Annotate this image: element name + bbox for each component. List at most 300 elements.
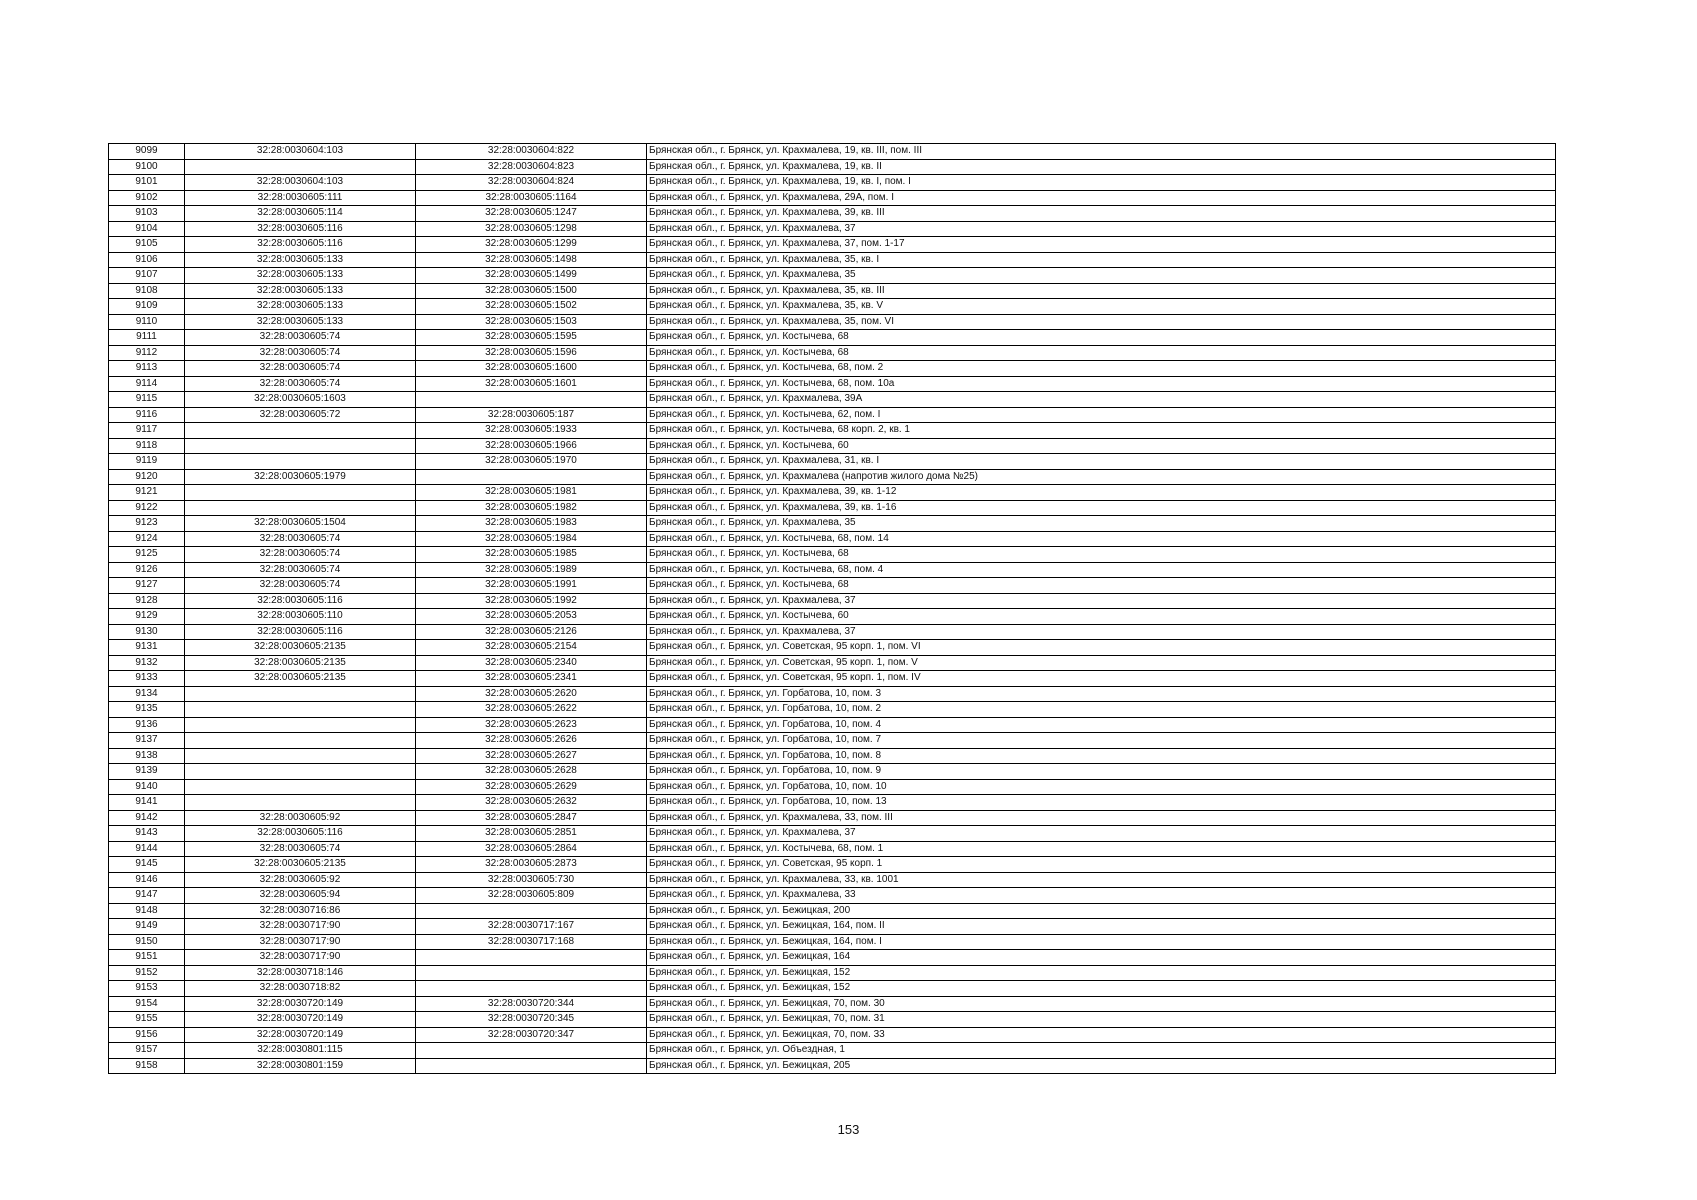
cadastral-number-cell: 32:28:0030605:1299: [416, 237, 647, 253]
parent-cadastral-number-cell: 32:28:0030717:90: [185, 934, 416, 950]
address-cell: Брянская обл., г. Брянск, ул. Бежицкая, 164, пом. II: [647, 919, 1556, 935]
row-number-cell: 9123: [109, 516, 185, 532]
table-row: [109, 345, 1556, 361]
address-cell: Брянская обл., г. Брянск, ул. Крахмалева, 35, пом. VI: [647, 314, 1556, 330]
parent-cadastral-number-cell: 32:28:0030720:149: [185, 1012, 416, 1028]
cadastral-number-cell: 32:28:0030605:1247: [416, 206, 647, 222]
address-cell: Брянская обл., г. Брянск, ул. Объездная, 1: [647, 1043, 1556, 1059]
address-cell: Брянская обл., г. Брянск, ул. Бежицкая, 70, пом. 31: [647, 1012, 1556, 1028]
address-cell: Брянская обл., г. Брянск, ул. Крахмалева, 35, кв. III: [647, 283, 1556, 299]
row-number-cell: 9122: [109, 500, 185, 516]
row-number-cell: 9153: [109, 981, 185, 997]
address-cell: Брянская обл., г. Брянск, ул. Бежицкая, 152: [647, 981, 1556, 997]
address-cell: Брянская обл., г. Брянск, ул. Костычева, 68, пом. 10а: [647, 376, 1556, 392]
row-number-cell: 9152: [109, 965, 185, 981]
table-row: [109, 810, 1556, 826]
row-number-cell: 9117: [109, 423, 185, 439]
parent-cadastral-number-cell: 32:28:0030604:103: [185, 175, 416, 191]
parent-cadastral-number-cell: 32:28:0030718:146: [185, 965, 416, 981]
row-number-cell: 9156: [109, 1027, 185, 1043]
parent-cadastral-number-cell: [185, 454, 416, 470]
parent-cadastral-number-cell: 32:28:0030605:1603: [185, 392, 416, 408]
table-row: [109, 469, 1556, 485]
cadastral-number-cell: 32:28:0030605:1164: [416, 190, 647, 206]
page-number: 153: [837, 1122, 860, 1137]
table-row: [109, 314, 1556, 330]
parent-cadastral-number-cell: 32:28:0030605:92: [185, 810, 416, 826]
address-cell: Брянская обл., г. Брянск, ул. Костычева, 62, пом. I: [647, 407, 1556, 423]
parent-cadastral-number-cell: [185, 438, 416, 454]
row-number-cell: 9157: [109, 1043, 185, 1059]
table-row: [109, 888, 1556, 904]
row-number-cell: 9109: [109, 299, 185, 315]
row-number-cell: 9120: [109, 469, 185, 485]
address-cell: Брянская обл., г. Брянск, ул. Костычева, 68: [647, 330, 1556, 346]
table-row: [109, 872, 1556, 888]
table-row: [109, 733, 1556, 749]
cadastral-number-cell: 32:28:0030605:1596: [416, 345, 647, 361]
parent-cadastral-number-cell: 32:28:0030605:74: [185, 361, 416, 377]
cadastral-number-cell: 32:28:0030605:1992: [416, 593, 647, 609]
parent-cadastral-number-cell: 32:28:0030801:159: [185, 1058, 416, 1074]
cadastral-number-cell: 32:28:0030605:2623: [416, 717, 647, 733]
table-row: [109, 423, 1556, 439]
table-row: [109, 795, 1556, 811]
cadastral-number-cell: 32:28:0030720:344: [416, 996, 647, 1012]
cadastral-number-cell: 32:28:0030605:1981: [416, 485, 647, 501]
table-row: [109, 1012, 1556, 1028]
table-row: [109, 268, 1556, 284]
address-cell: Брянская обл., г. Брянск, ул. Крахмалева, 37: [647, 826, 1556, 842]
table-row: [109, 190, 1556, 206]
address-cell: Брянская обл., г. Брянск, ул. Крахмалева, 37, пом. 1-17: [647, 237, 1556, 253]
row-number-cell: 9114: [109, 376, 185, 392]
row-number-cell: 9115: [109, 392, 185, 408]
row-number-cell: 9111: [109, 330, 185, 346]
address-cell: Брянская обл., г. Брянск, ул. Костычева, 68: [647, 547, 1556, 563]
address-cell: Брянская обл., г. Брянск, ул. Бежицкая, 164: [647, 950, 1556, 966]
address-cell: Брянская обл., г. Брянск, ул. Крахмалева, 19, кв. II: [647, 159, 1556, 175]
parent-cadastral-number-cell: 32:28:0030605:2135: [185, 857, 416, 873]
parent-cadastral-number-cell: 32:28:0030605:1504: [185, 516, 416, 532]
table-row: [109, 624, 1556, 640]
row-number-cell: 9127: [109, 578, 185, 594]
parent-cadastral-number-cell: 32:28:0030717:90: [185, 919, 416, 935]
cadastral-number-cell: 32:28:0030720:345: [416, 1012, 647, 1028]
row-number-cell: 9119: [109, 454, 185, 470]
parent-cadastral-number-cell: 32:28:0030605:2135: [185, 640, 416, 656]
address-cell: Брянская обл., г. Брянск, ул. Костычева, 68, пом. 1: [647, 841, 1556, 857]
table-row: [109, 516, 1556, 532]
row-number-cell: 9134: [109, 686, 185, 702]
row-number-cell: 9149: [109, 919, 185, 935]
row-number-cell: 9137: [109, 733, 185, 749]
table-row: [109, 330, 1556, 346]
cadastral-number-cell: 32:28:0030720:347: [416, 1027, 647, 1043]
cadastral-number-cell: 32:28:0030605:2340: [416, 655, 647, 671]
address-cell: Брянская обл., г. Брянск, ул. Крахмалева, 39, кв. 1-12: [647, 485, 1556, 501]
cadastral-number-cell: [416, 469, 647, 485]
row-number-cell: 9138: [109, 748, 185, 764]
row-number-cell: 9125: [109, 547, 185, 563]
row-number-cell: 9130: [109, 624, 185, 640]
address-cell: Брянская обл., г. Брянск, ул. Костычева, 68 корп. 2, кв. 1: [647, 423, 1556, 439]
parent-cadastral-number-cell: [185, 748, 416, 764]
parent-cadastral-number-cell: 32:28:0030605:133: [185, 299, 416, 315]
cadastral-number-cell: 32:28:0030605:2873: [416, 857, 647, 873]
address-cell: Брянская обл., г. Брянск, ул. Горбатова, 10, пом. 10: [647, 779, 1556, 795]
cadastral-number-cell: 32:28:0030605:2851: [416, 826, 647, 842]
row-number-cell: 9113: [109, 361, 185, 377]
address-cell: Брянская обл., г. Брянск, ул. Советская, 95 корп. 1, пом. VI: [647, 640, 1556, 656]
cadastral-number-cell: [416, 392, 647, 408]
table-row: [109, 562, 1556, 578]
parent-cadastral-number-cell: 32:28:0030605:72: [185, 407, 416, 423]
address-cell: Брянская обл., г. Брянск, ул. Крахмалева, 35: [647, 516, 1556, 532]
parent-cadastral-number-cell: 32:28:0030605:114: [185, 206, 416, 222]
row-number-cell: 9128: [109, 593, 185, 609]
row-number-cell: 9121: [109, 485, 185, 501]
table-row: [109, 376, 1556, 392]
parent-cadastral-number-cell: 32:28:0030717:90: [185, 950, 416, 966]
cadastral-number-cell: 32:28:0030605:1933: [416, 423, 647, 439]
cadastral-number-cell: 32:28:0030605:1502: [416, 299, 647, 315]
parent-cadastral-number-cell: [185, 764, 416, 780]
cadastral-number-cell: 32:28:0030605:1298: [416, 221, 647, 237]
table-row: [109, 531, 1556, 547]
row-number-cell: 9099: [109, 144, 185, 160]
parent-cadastral-number-cell: 32:28:0030605:116: [185, 826, 416, 842]
cadastral-number-cell: 32:28:0030605:1503: [416, 314, 647, 330]
cadastral-number-cell: 32:28:0030605:2620: [416, 686, 647, 702]
cadastral-number-cell: 32:28:0030605:1600: [416, 361, 647, 377]
parent-cadastral-number-cell: 32:28:0030605:133: [185, 314, 416, 330]
table-row: [109, 1043, 1556, 1059]
parent-cadastral-number-cell: 32:28:0030605:110: [185, 609, 416, 625]
cadastral-number-cell: [416, 950, 647, 966]
row-number-cell: 9106: [109, 252, 185, 268]
parent-cadastral-number-cell: 32:28:0030605:133: [185, 283, 416, 299]
cadastral-number-cell: [416, 981, 647, 997]
address-cell: Брянская обл., г. Брянск, ул. Костычева, 68, пом. 2: [647, 361, 1556, 377]
address-cell: Брянская обл., г. Брянск, ул. Крахмалева, 33, кв. 1001: [647, 872, 1556, 888]
parent-cadastral-number-cell: 32:28:0030801:115: [185, 1043, 416, 1059]
cadastral-number-cell: 32:28:0030605:2341: [416, 671, 647, 687]
cadastral-number-cell: 32:28:0030605:2847: [416, 810, 647, 826]
row-number-cell: 9146: [109, 872, 185, 888]
row-number-cell: 9151: [109, 950, 185, 966]
table-row: [109, 779, 1556, 795]
parent-cadastral-number-cell: [185, 779, 416, 795]
table-row: [109, 996, 1556, 1012]
address-cell: Брянская обл., г. Брянск, ул. Горбатова, 10, пом. 8: [647, 748, 1556, 764]
parent-cadastral-number-cell: 32:28:0030605:2135: [185, 655, 416, 671]
parent-cadastral-number-cell: 32:28:0030605:74: [185, 578, 416, 594]
row-number-cell: 9131: [109, 640, 185, 656]
table-row: [109, 857, 1556, 873]
row-number-cell: 9110: [109, 314, 185, 330]
cadastral-number-cell: 32:28:0030605:1982: [416, 500, 647, 516]
row-number-cell: 9154: [109, 996, 185, 1012]
table-row: [109, 934, 1556, 950]
table-row: [109, 438, 1556, 454]
address-cell: Брянская обл., г. Брянск, ул. Крахмалева (напротив жилого дома №25): [647, 469, 1556, 485]
cadastral-number-cell: 32:28:0030717:167: [416, 919, 647, 935]
row-number-cell: 9133: [109, 671, 185, 687]
parent-cadastral-number-cell: 32:28:0030605:74: [185, 330, 416, 346]
row-number-cell: 9100: [109, 159, 185, 175]
address-cell: Брянская обл., г. Брянск, ул. Бежицкая, 70, пом. 33: [647, 1027, 1556, 1043]
address-cell: Брянская обл., г. Брянск, ул. Крахмалева, 19, кв. I, пом. I: [647, 175, 1556, 191]
table-row: [109, 702, 1556, 718]
parent-cadastral-number-cell: 32:28:0030604:103: [185, 144, 416, 160]
row-number-cell: 9132: [109, 655, 185, 671]
address-cell: Брянская обл., г. Брянск, ул. Костычева, 68: [647, 578, 1556, 594]
table-row: [109, 299, 1556, 315]
address-cell: Брянская обл., г. Брянск, ул. Крахмалева, 35: [647, 268, 1556, 284]
cadastral-number-cell: 32:28:0030717:168: [416, 934, 647, 950]
row-number-cell: 9142: [109, 810, 185, 826]
cadastral-number-cell: 32:28:0030605:2626: [416, 733, 647, 749]
table-row: [109, 919, 1556, 935]
row-number-cell: 9118: [109, 438, 185, 454]
table-row: [109, 655, 1556, 671]
table-row: [109, 547, 1556, 563]
cadastral-number-cell: 32:28:0030605:187: [416, 407, 647, 423]
address-cell: Брянская обл., г. Брянск, ул. Бежицкая, 164, пом. I: [647, 934, 1556, 950]
parent-cadastral-number-cell: 32:28:0030605:133: [185, 252, 416, 268]
parent-cadastral-number-cell: 32:28:0030605:74: [185, 345, 416, 361]
row-number-cell: 9139: [109, 764, 185, 780]
address-cell: Брянская обл., г. Брянск, ул. Костычева, 68, пом. 4: [647, 562, 1556, 578]
row-number-cell: 9140: [109, 779, 185, 795]
parent-cadastral-number-cell: [185, 686, 416, 702]
row-number-cell: 9105: [109, 237, 185, 253]
table-row: [109, 764, 1556, 780]
table-row: [109, 175, 1556, 191]
address-cell: Брянская обл., г. Брянск, ул. Костычева, 60: [647, 438, 1556, 454]
row-number-cell: 9135: [109, 702, 185, 718]
row-number-cell: 9102: [109, 190, 185, 206]
address-cell: Брянская обл., г. Брянск, ул. Советская, 95 корп. 1, пом. V: [647, 655, 1556, 671]
cadastral-number-cell: 32:28:0030605:1989: [416, 562, 647, 578]
row-number-cell: 9124: [109, 531, 185, 547]
parent-cadastral-number-cell: [185, 500, 416, 516]
table-row: [109, 640, 1556, 656]
parent-cadastral-number-cell: 32:28:0030605:74: [185, 562, 416, 578]
address-cell: Брянская обл., г. Брянск, ул. Крахмалева, 29А, пом. I: [647, 190, 1556, 206]
address-cell: Брянская обл., г. Брянск, ул. Бежицкая, 205: [647, 1058, 1556, 1074]
table-row: [109, 485, 1556, 501]
cadastral-number-cell: 32:28:0030605:2622: [416, 702, 647, 718]
table-row: [109, 407, 1556, 423]
parent-cadastral-number-cell: [185, 702, 416, 718]
table-row: [109, 500, 1556, 516]
parent-cadastral-number-cell: 32:28:0030605:116: [185, 221, 416, 237]
parent-cadastral-number-cell: 32:28:0030720:149: [185, 1027, 416, 1043]
document-page: [108, 143, 1556, 1074]
row-number-cell: 9126: [109, 562, 185, 578]
table-row: [109, 144, 1556, 160]
cadastral-number-cell: 32:28:0030605:2628: [416, 764, 647, 780]
address-cell: Брянская обл., г. Брянск, ул. Крахмалева, 33: [647, 888, 1556, 904]
cadastral-number-cell: 32:28:0030605:1991: [416, 578, 647, 594]
address-cell: Брянская обл., г. Брянск, ул. Бежицкая, 152: [647, 965, 1556, 981]
row-number-cell: 9147: [109, 888, 185, 904]
cadastral-number-cell: 32:28:0030605:2632: [416, 795, 647, 811]
row-number-cell: 9101: [109, 175, 185, 191]
cadastral-number-cell: 32:28:0030604:822: [416, 144, 647, 160]
row-number-cell: 9141: [109, 795, 185, 811]
row-number-cell: 9107: [109, 268, 185, 284]
parent-cadastral-number-cell: 32:28:0030605:116: [185, 624, 416, 640]
address-cell: Брянская обл., г. Брянск, ул. Костычева, 60: [647, 609, 1556, 625]
address-cell: Брянская обл., г. Брянск, ул. Советская, 95 корп. 1, пом. IV: [647, 671, 1556, 687]
cadastral-number-cell: 32:28:0030605:1983: [416, 516, 647, 532]
registry-table-body: [109, 144, 1556, 1074]
table-row: [109, 361, 1556, 377]
address-cell: Брянская обл., г. Брянск, ул. Крахмалева, 37: [647, 593, 1556, 609]
parent-cadastral-number-cell: 32:28:0030605:74: [185, 841, 416, 857]
address-cell: Брянская обл., г. Брянск, ул. Горбатова, 10, пом. 4: [647, 717, 1556, 733]
row-number-cell: 9116: [109, 407, 185, 423]
table-row: [109, 965, 1556, 981]
parent-cadastral-number-cell: 32:28:0030605:2135: [185, 671, 416, 687]
cadastral-number-cell: 32:28:0030605:2864: [416, 841, 647, 857]
row-number-cell: 9136: [109, 717, 185, 733]
cadastral-number-cell: 32:28:0030605:2629: [416, 779, 647, 795]
parent-cadastral-number-cell: [185, 159, 416, 175]
parent-cadastral-number-cell: 32:28:0030605:111: [185, 190, 416, 206]
cadastral-number-cell: [416, 965, 647, 981]
address-cell: Брянская обл., г. Брянск, ул. Горбатова, 10, пом. 13: [647, 795, 1556, 811]
address-cell: Брянская обл., г. Брянск, ул. Костычева, 68: [647, 345, 1556, 361]
parent-cadastral-number-cell: 32:28:0030605:74: [185, 547, 416, 563]
parent-cadastral-number-cell: 32:28:0030605:1979: [185, 469, 416, 485]
cadastral-number-cell: 32:28:0030604:823: [416, 159, 647, 175]
table-row: [109, 950, 1556, 966]
parent-cadastral-number-cell: [185, 795, 416, 811]
parent-cadastral-number-cell: 32:28:0030718:82: [185, 981, 416, 997]
address-cell: Брянская обл., г. Брянск, ул. Горбатова, 10, пом. 2: [647, 702, 1556, 718]
parent-cadastral-number-cell: 32:28:0030605:74: [185, 376, 416, 392]
parent-cadastral-number-cell: 32:28:0030720:149: [185, 996, 416, 1012]
address-cell: Брянская обл., г. Брянск, ул. Крахмалева, 37: [647, 624, 1556, 640]
cadastral-number-cell: [416, 903, 647, 919]
row-number-cell: 9104: [109, 221, 185, 237]
cadastral-number-cell: 32:28:0030605:1601: [416, 376, 647, 392]
table-row: [109, 252, 1556, 268]
table-row: [109, 454, 1556, 470]
row-number-cell: 9148: [109, 903, 185, 919]
table-row: [109, 237, 1556, 253]
row-number-cell: 9144: [109, 841, 185, 857]
parent-cadastral-number-cell: 32:28:0030716:86: [185, 903, 416, 919]
parent-cadastral-number-cell: 32:28:0030605:133: [185, 268, 416, 284]
cadastral-number-cell: 32:28:0030605:2126: [416, 624, 647, 640]
cadastral-number-cell: 32:28:0030605:2053: [416, 609, 647, 625]
parent-cadastral-number-cell: [185, 423, 416, 439]
address-cell: Брянская обл., г. Брянск, ул. Горбатова, 10, пом. 9: [647, 764, 1556, 780]
table-row: [109, 221, 1556, 237]
row-number-cell: 9158: [109, 1058, 185, 1074]
table-row: [109, 206, 1556, 222]
table-row: [109, 609, 1556, 625]
cadastral-number-cell: 32:28:0030605:1595: [416, 330, 647, 346]
table-row: [109, 1058, 1556, 1074]
address-cell: Брянская обл., г. Брянск, ул. Крахмалева, 35, кв. V: [647, 299, 1556, 315]
address-cell: Брянская обл., г. Брянск, ул. Крахмалева, 39, кв. 1-16: [647, 500, 1556, 516]
table-row: [109, 903, 1556, 919]
parent-cadastral-number-cell: 32:28:0030605:116: [185, 237, 416, 253]
parent-cadastral-number-cell: 32:28:0030605:74: [185, 531, 416, 547]
table-row: [109, 686, 1556, 702]
cadastral-number-cell: 32:28:0030605:2154: [416, 640, 647, 656]
parent-cadastral-number-cell: 32:28:0030605:116: [185, 593, 416, 609]
table-row: [109, 841, 1556, 857]
cadastral-number-cell: 32:28:0030605:1984: [416, 531, 647, 547]
cadastral-number-cell: 32:28:0030605:730: [416, 872, 647, 888]
cadastral-number-cell: 32:28:0030605:1985: [416, 547, 647, 563]
table-row: [109, 748, 1556, 764]
row-number-cell: 9129: [109, 609, 185, 625]
address-cell: Брянская обл., г. Брянск, ул. Крахмалева, 39, кв. III: [647, 206, 1556, 222]
parent-cadastral-number-cell: [185, 485, 416, 501]
table-row: [109, 159, 1556, 175]
parent-cadastral-number-cell: [185, 733, 416, 749]
row-number-cell: 9103: [109, 206, 185, 222]
cadastral-number-cell: 32:28:0030605:1498: [416, 252, 647, 268]
registry-table: [108, 143, 1556, 1074]
address-cell: Брянская обл., г. Брянск, ул. Крахмалева, 35, кв. I: [647, 252, 1556, 268]
cadastral-number-cell: 32:28:0030605:2627: [416, 748, 647, 764]
row-number-cell: 9112: [109, 345, 185, 361]
cadastral-number-cell: 32:28:0030605:1500: [416, 283, 647, 299]
row-number-cell: 9143: [109, 826, 185, 842]
cadastral-number-cell: 32:28:0030605:1970: [416, 454, 647, 470]
address-cell: Брянская обл., г. Брянск, ул. Крахмалева, 19, кв. III, пом. III: [647, 144, 1556, 160]
cadastral-number-cell: 32:28:0030605:809: [416, 888, 647, 904]
parent-cadastral-number-cell: [185, 717, 416, 733]
address-cell: Брянская обл., г. Брянск, ул. Советская, 95 корп. 1: [647, 857, 1556, 873]
address-cell: Брянская обл., г. Брянск, ул. Бежицкая, 200: [647, 903, 1556, 919]
address-cell: Брянская обл., г. Брянск, ул. Крахмалева, 33, пом. III: [647, 810, 1556, 826]
table-row: [109, 1027, 1556, 1043]
row-number-cell: 9108: [109, 283, 185, 299]
row-number-cell: 9155: [109, 1012, 185, 1028]
address-cell: Брянская обл., г. Брянск, ул. Крахмалева, 37: [647, 221, 1556, 237]
cadastral-number-cell: 32:28:0030605:1499: [416, 268, 647, 284]
address-cell: Брянская обл., г. Брянск, ул. Крахмалева, 39А: [647, 392, 1556, 408]
address-cell: Брянская обл., г. Брянск, ул. Горбатова, 10, пом. 7: [647, 733, 1556, 749]
cadastral-number-cell: 32:28:0030604:824: [416, 175, 647, 191]
table-row: [109, 283, 1556, 299]
table-row: [109, 981, 1556, 997]
address-cell: Брянская обл., г. Брянск, ул. Костычева, 68, пом. 14: [647, 531, 1556, 547]
cadastral-number-cell: [416, 1043, 647, 1059]
address-cell: Брянская обл., г. Брянск, ул. Бежицкая, 70, пом. 30: [647, 996, 1556, 1012]
cadastral-number-cell: [416, 1058, 647, 1074]
table-row: [109, 717, 1556, 733]
table-row: [109, 826, 1556, 842]
table-row: [109, 392, 1556, 408]
address-cell: Брянская обл., г. Брянск, ул. Горбатова, 10, пом. 3: [647, 686, 1556, 702]
parent-cadastral-number-cell: 32:28:0030605:94: [185, 888, 416, 904]
address-cell: Брянская обл., г. Брянск, ул. Крахмалева, 31, кв. I: [647, 454, 1556, 470]
parent-cadastral-number-cell: 32:28:0030605:92: [185, 872, 416, 888]
table-row: [109, 578, 1556, 594]
row-number-cell: 9145: [109, 857, 185, 873]
